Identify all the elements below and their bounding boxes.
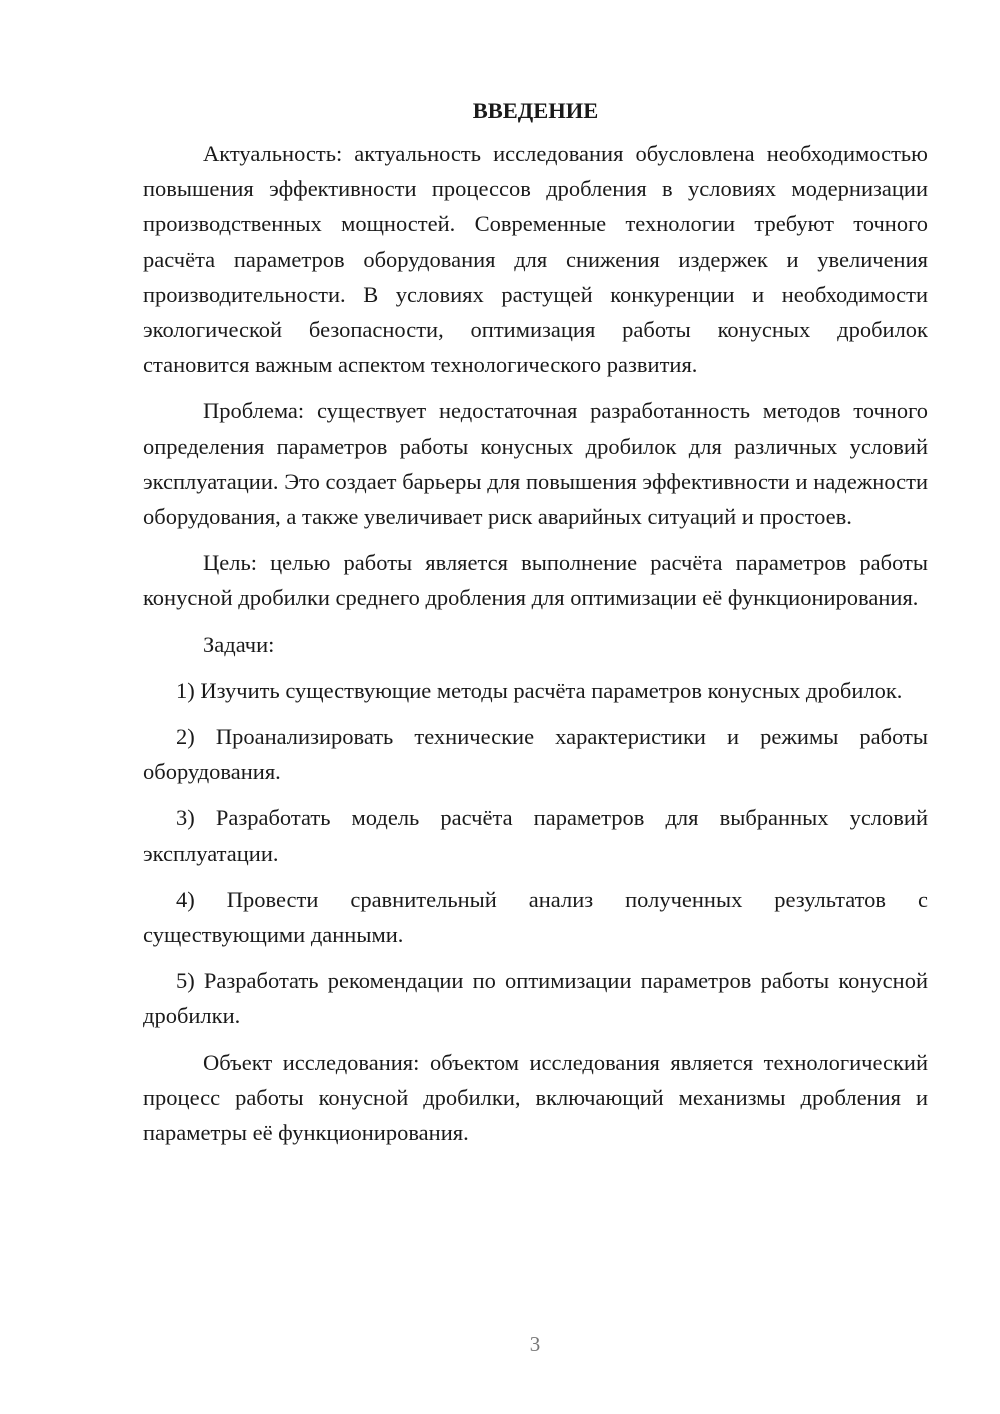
task-item-1: 1) Изучить существующие методы расчёта параметров конусных дробилок. [176,677,903,703]
tasks-label: Задачи: [203,631,275,657]
task-item-2: 2) Проанализировать технические характеристики и режимы работы оборудования. [143,724,928,785]
section-heading: ВВЕДЕНИЕ [472,98,599,123]
object-paragraph: Объект исследования: объектом исследования является технологический процесс работы конусной дробилки, включающий механизмы дробления и параметры её функционирования. [143,1049,928,1146]
problem-paragraph: Проблема: существует недостаточная разработанность методов точного определения параметров работы конусных дробилок для различных условий эксплуатации. Это создает барьеры для повышения эффективности и надежности оборудования, а также увеличивает риск аварийных ситуаций и простоев. [143,398,928,530]
task-item-4: 4) Провести сравнительный анализ полученных результатов с существующими данными. [143,886,928,948]
relevance-paragraph: Актуальность: актуальность исследования обусловлена необходимостью повышения эффективности процессов дробления в условиях модернизации производственных мощностей. Современные технологии требуют точного расчёта параметров оборудования для снижения издержек и увеличения производительности. В условиях растущей конкуренции и необходимости экологической безопасности, оптимизация работы конусных дробилок становится важным аспектом технологического развития. [143,141,928,378]
task-item-3: 3) Разработать модель расчёта параметров для выбранных условий эксплуатации. [143,805,928,866]
goal-paragraph: Цель: целью работы является выполнение расчёта параметров работы конусной дробилки среднего дробления для оптимизации её функционирования. [143,550,928,611]
document-page [143,96,928,1161]
page-number: 3 [529,1332,541,1356]
task-item-5: 5) Разработать рекомендации по оптимизации параметров работы конусной дробилки. [143,968,928,1029]
